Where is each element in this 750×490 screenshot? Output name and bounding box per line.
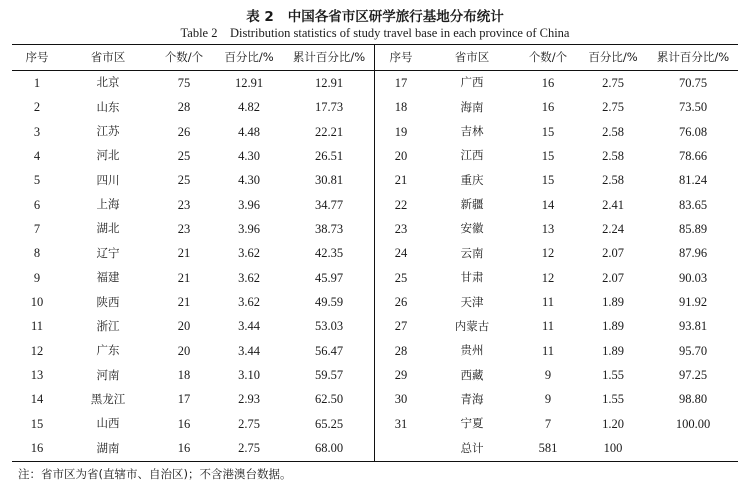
cell-percent: 2.58 <box>602 148 624 163</box>
cell-cumulative: 81.24 <box>678 173 708 188</box>
cell-cumulative: 45.97 <box>314 270 344 285</box>
table-row <box>12 120 738 144</box>
cell-percent: 1.89 <box>602 295 624 310</box>
cell-province: 山西 <box>96 416 120 431</box>
row-left-half <box>12 314 374 338</box>
cell-cumulative: 65.25 <box>314 416 344 431</box>
cell-count: 11 <box>541 319 555 334</box>
cell-percent: 3.62 <box>238 246 260 261</box>
cell-count: 15 <box>541 148 555 163</box>
cell-count: 9 <box>544 392 552 407</box>
table-note: 注：省市区为省(直辖市、自治区)；不含港澳台数据。 <box>18 467 292 481</box>
table-row <box>12 71 738 95</box>
table-number: 表 2 <box>246 9 274 25</box>
row-right-half <box>376 412 738 436</box>
table-row <box>12 168 738 192</box>
cell-cumulative: 42.35 <box>314 246 344 261</box>
header-province: 省市区 <box>90 49 126 64</box>
table-row <box>12 193 738 217</box>
cell-count: 7 <box>544 416 552 431</box>
cell-cumulative: 90.03 <box>678 270 708 285</box>
cell-index: 20 <box>394 148 408 163</box>
table-row <box>12 412 738 436</box>
cell-percent: 1.20 <box>602 416 624 431</box>
cell-cumulative: 83.65 <box>678 197 708 212</box>
cell-province: 海南 <box>460 99 484 114</box>
cell-index: 24 <box>394 246 408 261</box>
cell-cumulative: 38.73 <box>314 221 344 236</box>
cell-province: 广西 <box>460 75 484 90</box>
header-count: 个数/个 <box>528 49 568 64</box>
cell-percent: 3.96 <box>238 197 260 212</box>
row-right-half <box>376 436 738 460</box>
row-right-half <box>376 71 738 95</box>
header-province: 省市区 <box>454 49 490 64</box>
cell-province: 重庆 <box>460 172 484 187</box>
cell-province: 上海 <box>96 197 120 212</box>
cell-percent: 3.96 <box>238 221 260 236</box>
row-left-half <box>12 217 374 241</box>
cell-count: 25 <box>177 148 191 163</box>
cell-index: 17 <box>394 75 408 90</box>
cell-index: 2 <box>33 100 41 115</box>
cell-province: 青海 <box>460 391 484 406</box>
cell-province: 总计 <box>460 440 484 455</box>
header-left <box>12 45 374 70</box>
cell-count: 26 <box>177 124 191 139</box>
cell-percent: 100 <box>603 441 623 456</box>
cell-count: 17 <box>177 392 191 407</box>
cell-cumulative: 97.25 <box>678 368 708 383</box>
row-right-half <box>376 290 738 314</box>
cell-cumulative: 12.91 <box>314 75 344 90</box>
row-left-half <box>12 266 374 290</box>
cell-percent: 2.93 <box>238 392 260 407</box>
cell-index: 13 <box>30 368 44 383</box>
cell-province: 河北 <box>96 148 120 163</box>
table-row <box>12 339 738 363</box>
cell-cumulative: 85.89 <box>678 221 708 236</box>
cell-province: 陕西 <box>96 294 120 309</box>
cell-percent: 1.89 <box>602 343 624 358</box>
cell-count: 16 <box>177 416 191 431</box>
cell-cumulative: 87.96 <box>678 246 708 261</box>
cell-count: 20 <box>177 319 191 334</box>
cell-percent: 2.75 <box>602 100 624 115</box>
cell-cumulative: 22.21 <box>314 124 344 139</box>
row-right-half <box>376 217 738 241</box>
table-row <box>12 363 738 387</box>
cell-index: 21 <box>394 173 408 188</box>
cell-count: 16 <box>541 75 555 90</box>
cell-count: 20 <box>177 343 191 358</box>
row-left-half <box>12 412 374 436</box>
cell-index: 10 <box>30 295 44 310</box>
cell-index: 23 <box>394 221 408 236</box>
cell-cumulative: 56.47 <box>314 343 344 358</box>
cell-province: 广东 <box>96 343 120 358</box>
table-title-en: Table 2 Distribution statistics of study travel base in each province of China <box>180 26 570 40</box>
cell-percent: 2.58 <box>602 124 624 139</box>
cell-cumulative: 91.92 <box>678 295 708 310</box>
cell-percent: 4.30 <box>238 173 260 188</box>
cell-index: 28 <box>394 343 408 358</box>
cell-percent: 12.91 <box>234 75 264 90</box>
cell-index: 26 <box>394 295 408 310</box>
row-right-half <box>376 363 738 387</box>
cell-province: 天津 <box>460 294 484 309</box>
cell-cumulative: 73.50 <box>678 100 708 115</box>
row-right-half <box>376 314 738 338</box>
cell-cumulative: 70.75 <box>678 75 708 90</box>
table-title-text: 中国各省市区研学旅行基地分布统计 <box>287 9 504 25</box>
cell-count: 28 <box>177 100 191 115</box>
cell-province: 四川 <box>96 172 120 187</box>
row-left-half <box>12 168 374 192</box>
cell-index: 30 <box>394 392 408 407</box>
cell-count: 581 <box>538 441 558 456</box>
row-right-half <box>376 266 738 290</box>
table-row <box>12 387 738 411</box>
cell-index: 7 <box>33 221 41 236</box>
cell-index: 4 <box>33 148 41 163</box>
table-row <box>12 241 738 265</box>
cell-index: 18 <box>394 100 408 115</box>
cell-index: 25 <box>394 270 408 285</box>
cell-percent: 2.75 <box>238 441 260 456</box>
cell-percent: 2.07 <box>602 246 624 261</box>
cell-count: 14 <box>541 197 555 212</box>
cell-cumulative: 93.81 <box>678 319 708 334</box>
cell-cumulative: 76.08 <box>678 124 708 139</box>
cell-percent: 2.07 <box>602 270 624 285</box>
cell-province: 吉林 <box>460 124 484 139</box>
cell-index: 3 <box>33 124 41 139</box>
cell-province: 内蒙古 <box>454 318 490 333</box>
header-percent: 百分比/% <box>224 49 274 64</box>
cell-province: 江苏 <box>96 124 120 139</box>
cell-percent: 2.41 <box>602 197 624 212</box>
cell-count: 75 <box>177 75 191 90</box>
row-right-half <box>376 339 738 363</box>
header-cumulative: 累计百分比/% <box>292 49 366 64</box>
table-row <box>12 436 738 460</box>
cell-cumulative: 68.00 <box>314 441 344 456</box>
cell-count: 13 <box>541 221 555 236</box>
header-index: 序号 <box>389 49 413 64</box>
cell-province: 云南 <box>460 245 484 260</box>
table-title-cn <box>0 5 750 25</box>
cell-count: 15 <box>541 124 555 139</box>
cell-index: 12 <box>30 343 44 358</box>
cell-percent: 1.55 <box>602 368 624 383</box>
cell-cumulative: 49.59 <box>314 295 344 310</box>
cell-index: 6 <box>33 197 41 212</box>
cell-percent: 3.44 <box>238 319 260 334</box>
cell-percent: 1.89 <box>602 319 624 334</box>
row-right-half <box>376 387 738 411</box>
cell-percent: 3.62 <box>238 295 260 310</box>
cell-province: 江西 <box>460 148 484 163</box>
row-right-half <box>376 95 738 119</box>
cell-percent: 2.75 <box>602 75 624 90</box>
row-right-half <box>376 193 738 217</box>
cell-province: 辽宁 <box>96 245 120 260</box>
cell-percent: 3.44 <box>238 343 260 358</box>
cell-percent: 1.55 <box>602 392 624 407</box>
cell-cumulative: 100.00 <box>675 416 711 431</box>
cell-count: 25 <box>177 173 191 188</box>
cell-count: 11 <box>541 343 555 358</box>
cell-percent: 4.48 <box>238 124 260 139</box>
cell-province: 湖南 <box>96 440 120 455</box>
cell-index: 11 <box>30 319 44 334</box>
cell-count: 9 <box>544 368 552 383</box>
cell-province: 安徽 <box>460 221 484 236</box>
row-left-half <box>12 290 374 314</box>
cell-cumulative: 17.73 <box>314 100 344 115</box>
cell-index: 29 <box>394 368 408 383</box>
cell-province: 宁夏 <box>460 416 484 431</box>
table-row <box>12 144 738 168</box>
cell-index: 15 <box>30 416 44 431</box>
row-right-half <box>376 144 738 168</box>
table-row <box>12 314 738 338</box>
cell-count: 23 <box>177 197 191 212</box>
table-bottom-rule <box>12 461 738 462</box>
cell-index: 19 <box>394 124 408 139</box>
cell-index: 16 <box>30 441 44 456</box>
cell-percent: 4.82 <box>238 100 260 115</box>
cell-province: 福建 <box>96 270 120 285</box>
cell-cumulative: 30.81 <box>314 173 344 188</box>
header-cumulative: 累计百分比/% <box>656 49 730 64</box>
row-left-half <box>12 95 374 119</box>
cell-province: 山东 <box>96 99 120 114</box>
cell-count: 23 <box>177 221 191 236</box>
cell-index: 14 <box>30 392 44 407</box>
row-left-half <box>12 144 374 168</box>
cell-province: 西藏 <box>460 367 484 382</box>
cell-index: 22 <box>394 197 408 212</box>
cell-count: 16 <box>541 100 555 115</box>
cell-percent: 2.24 <box>602 221 624 236</box>
statistics-table <box>12 44 738 462</box>
row-right-half <box>376 120 738 144</box>
cell-count: 16 <box>177 441 191 456</box>
row-left-half <box>12 363 374 387</box>
cell-cumulative: 78.66 <box>678 148 708 163</box>
cell-count: 12 <box>541 246 555 261</box>
header-percent: 百分比/% <box>588 49 638 64</box>
table-row <box>12 290 738 314</box>
cell-province: 黑龙江 <box>90 391 126 406</box>
cell-province: 贵州 <box>460 343 484 358</box>
cell-percent: 3.10 <box>238 368 260 383</box>
table-header-row <box>12 45 738 70</box>
header-right <box>376 45 738 70</box>
row-right-half <box>376 241 738 265</box>
cell-index: 31 <box>394 416 408 431</box>
row-left-half <box>12 71 374 95</box>
cell-count: 11 <box>541 295 555 310</box>
row-left-half <box>12 193 374 217</box>
cell-province: 浙江 <box>96 318 120 333</box>
cell-province: 甘肃 <box>460 270 484 285</box>
cell-count: 21 <box>177 246 191 261</box>
header-index: 序号 <box>25 49 49 64</box>
cell-count: 21 <box>177 270 191 285</box>
cell-percent: 4.30 <box>238 148 260 163</box>
cell-cumulative: 98.80 <box>678 392 708 407</box>
cell-province: 北京 <box>96 75 120 90</box>
cell-cumulative: 26.51 <box>314 148 344 163</box>
row-left-half <box>12 339 374 363</box>
table-row <box>12 217 738 241</box>
table-row <box>12 95 738 119</box>
cell-province: 新疆 <box>460 197 484 212</box>
cell-index: 27 <box>394 319 408 334</box>
cell-index: 1 <box>33 75 41 90</box>
row-right-half <box>376 168 738 192</box>
cell-cumulative: 53.03 <box>314 319 344 334</box>
table-body <box>12 71 738 461</box>
cell-cumulative: 59.57 <box>314 368 344 383</box>
cell-count: 21 <box>177 295 191 310</box>
cell-index: 5 <box>33 173 41 188</box>
row-left-half <box>12 120 374 144</box>
cell-index: 8 <box>33 246 41 261</box>
row-left-half <box>12 241 374 265</box>
cell-percent: 2.75 <box>238 416 260 431</box>
cell-percent: 3.62 <box>238 270 260 285</box>
cell-province: 河南 <box>96 367 120 382</box>
header-count: 个数/个 <box>164 49 204 64</box>
cell-index: 9 <box>33 270 41 285</box>
cell-count: 12 <box>541 270 555 285</box>
row-left-half <box>12 436 374 460</box>
table-row <box>12 266 738 290</box>
cell-percent: 2.58 <box>602 173 624 188</box>
cell-count: 18 <box>177 368 191 383</box>
cell-province: 湖北 <box>96 221 120 236</box>
cell-count: 15 <box>541 173 555 188</box>
row-left-half <box>12 387 374 411</box>
cell-cumulative: 62.50 <box>314 392 344 407</box>
cell-cumulative: 95.70 <box>678 343 708 358</box>
cell-cumulative: 34.77 <box>314 197 344 212</box>
